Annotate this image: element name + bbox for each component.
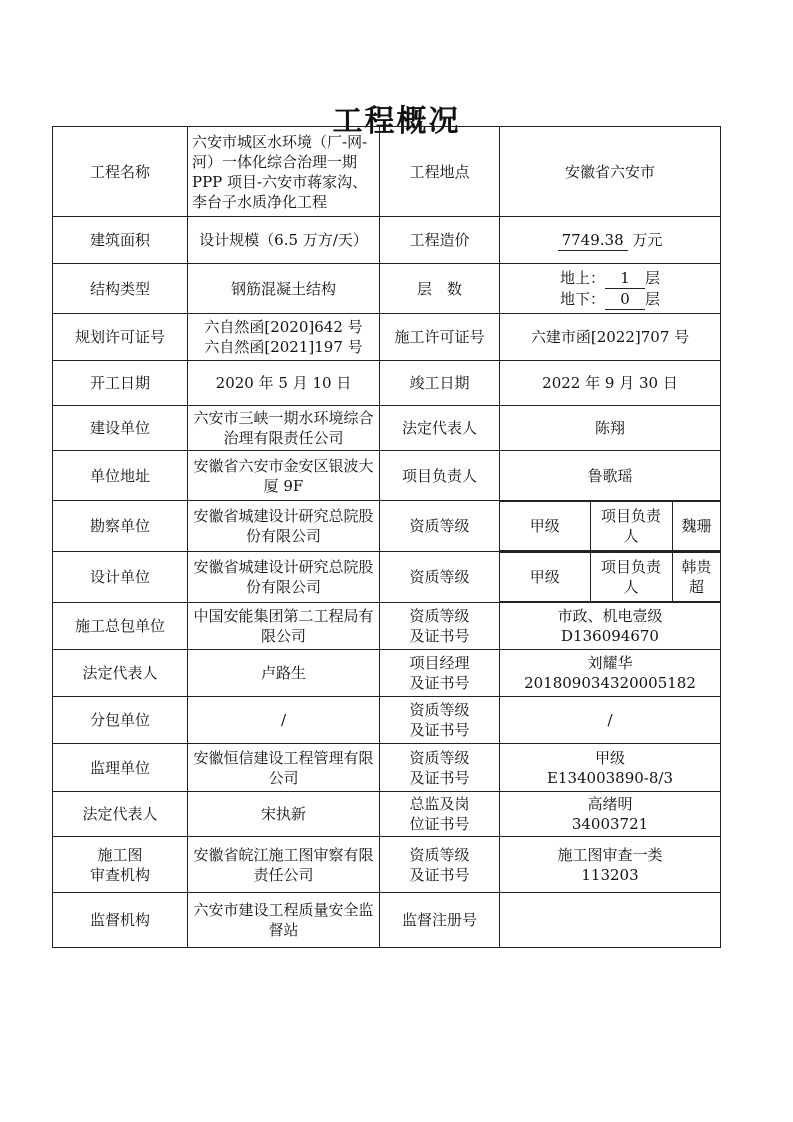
chief-1: 高绪明	[587, 795, 633, 813]
project-name: 六安市城区水环境（厂-网-河）一体化综合治理一期 PPP 项目-六安市蒋家沟、李台子水质净化工程	[188, 127, 380, 217]
cost-label: 工程造价	[380, 217, 500, 264]
table-row	[53, 127, 721, 217]
area-value: 设计规模（6.5 万方/天）	[188, 217, 380, 264]
chief-label-1: 总监及岗	[409, 795, 470, 813]
chief-2: 34003721	[571, 815, 649, 833]
review-grade-label-2: 及证书号	[409, 865, 470, 884]
supervision-unit: 安徽恒信建设工程管理有限公司	[188, 744, 380, 792]
area-label: 建筑面积	[53, 217, 188, 264]
oversight-label: 监督机构	[53, 893, 188, 948]
contractor-grade	[500, 603, 721, 650]
chief-label-2: 位证书号	[409, 815, 470, 833]
oversight-unit: 六安市建设工程质量安全监督站	[188, 893, 380, 948]
review-grade-label-1: 资质等级	[409, 845, 470, 864]
design-unit: 安徽省城建设计研究总院股份有限公司	[188, 552, 380, 603]
table-row	[53, 744, 721, 792]
contractor-pm-1: 刘耀华	[587, 654, 633, 672]
supervision-grade-label-1: 资质等级	[409, 748, 470, 767]
subcontract-grade: /	[500, 697, 721, 744]
subcontract-grade-label	[380, 697, 500, 744]
floors-below-prefix: 地下：	[559, 289, 605, 308]
survey-grade-label: 资质等级	[380, 501, 500, 552]
construction-permit: 六建市函[2022]707 号	[500, 314, 721, 361]
survey-manager: 魏珊	[672, 502, 721, 551]
subcontract-label: 分包单位	[53, 697, 188, 744]
supervision-grade-label-2: 及证书号	[409, 768, 470, 787]
planning-permit-2: 六自然函[2021]197 号	[204, 338, 363, 356]
design-label: 设计单位	[53, 552, 188, 603]
design-manager-label: 项目负责人	[590, 553, 672, 602]
page-title: 工程概况	[332, 104, 461, 139]
survey-detail-cell	[500, 501, 721, 552]
floors-below-unit: 层	[645, 289, 661, 308]
table-row	[53, 217, 721, 264]
floors-above-unit: 层	[645, 268, 661, 287]
owner-unit: 六安市三峡一期水环境综合治理有限责任公司	[188, 406, 380, 451]
table-row	[53, 837, 721, 893]
design-manager: 韩贵超	[672, 553, 721, 602]
review-grade-1: 施工图审查一类	[557, 845, 663, 864]
floors-label: 层 数	[380, 264, 500, 314]
contractor-grade-label-1: 资质等级	[409, 607, 470, 625]
owner-legal-rep-label: 法定代表人	[380, 406, 500, 451]
structure-value: 钢筋混凝土结构	[188, 264, 380, 314]
table-row	[53, 314, 721, 361]
table-row	[53, 264, 721, 314]
contractor-legal-rep: 卢路生	[188, 650, 380, 697]
subcontract-unit: /	[188, 697, 380, 744]
chief-label	[380, 792, 500, 837]
supervision-legal-rep: 宋执新	[188, 792, 380, 837]
planning-permit-1: 六自然函[2020]642 号	[204, 318, 363, 336]
construction-permit-label: 施工许可证号	[380, 314, 500, 361]
contractor-grade-label	[380, 603, 500, 650]
oversight-reg	[500, 893, 721, 948]
contractor-unit: 中国安能集团第二工程局有限公司	[188, 603, 380, 650]
supervision-grade-1: 甲级	[594, 748, 625, 767]
table-row	[53, 361, 721, 406]
survey-unit: 安徽省城建设计研究总院股份有限公司	[188, 501, 380, 552]
table-row	[53, 501, 721, 552]
contractor-grade-label-2: 及证书号	[409, 627, 470, 645]
review-label-1: 施工图	[97, 845, 143, 864]
cost-value: 7749.38	[558, 230, 628, 251]
owner-manager-label: 项目负责人	[380, 451, 500, 501]
review-grade-2: 113203	[581, 865, 639, 884]
cost-unit: 万元	[632, 230, 663, 249]
review-label	[53, 837, 188, 893]
project-name-label: 工程名称	[53, 127, 188, 217]
table-row	[53, 893, 721, 948]
contractor-legal-rep-label: 法定代表人	[53, 650, 188, 697]
owner-label: 建设单位	[53, 406, 188, 451]
supervision-legal-rep-label: 法定代表人	[53, 792, 188, 837]
supervision-grade-2: E134003890-8/3	[546, 768, 674, 787]
contractor-grade-2: D136094670	[561, 627, 659, 645]
cost-cell	[500, 217, 721, 264]
chief-value	[500, 792, 721, 837]
review-unit: 安徽省皖江施工图审察有限责任公司	[188, 837, 380, 893]
start-date: 2020 年 5 月 10 日	[188, 361, 380, 406]
supervision-grade	[500, 744, 721, 792]
contractor-pm-2: 201809034320005182	[524, 674, 696, 692]
owner-manager: 鲁歌瑶	[500, 451, 721, 501]
contractor-label: 施工总包单位	[53, 603, 188, 650]
review-grade-label	[380, 837, 500, 893]
contractor-pm-label-1: 项目经理	[409, 654, 470, 672]
survey-manager-label: 项目负责人	[590, 502, 672, 551]
planning-permit-cell	[188, 314, 380, 361]
floors-cell	[500, 264, 721, 314]
floors-below-value: 0	[605, 289, 645, 310]
project-overview-table	[52, 126, 721, 948]
table-row	[53, 451, 721, 501]
table-row	[53, 697, 721, 744]
contractor-pm-label	[380, 650, 500, 697]
table-row	[53, 406, 721, 451]
design-grade-label: 资质等级	[380, 552, 500, 603]
table-row	[53, 552, 721, 603]
contractor-grade-1: 市政、机电壹级	[557, 607, 663, 625]
survey-label: 勘察单位	[53, 501, 188, 552]
end-date: 2022 年 9 月 30 日	[500, 361, 721, 406]
subcontract-grade-label-2: 及证书号	[409, 721, 470, 739]
table-row	[53, 650, 721, 697]
contractor-pm-label-2: 及证书号	[409, 674, 470, 692]
project-location: 安徽省六安市	[500, 127, 721, 217]
planning-permit-label: 规划许可证号	[53, 314, 188, 361]
supervision-label: 监理单位	[53, 744, 188, 792]
structure-label: 结构类型	[53, 264, 188, 314]
contractor-pm	[500, 650, 721, 697]
address-value: 安徽省六安市金安区银波大厦 9F	[188, 451, 380, 501]
table-row	[53, 792, 721, 837]
floors-above-value: 1	[605, 268, 645, 289]
survey-grade: 甲级	[500, 502, 590, 551]
address-label: 单位地址	[53, 451, 188, 501]
design-grade: 甲级	[500, 553, 590, 602]
end-date-label: 竣工日期	[380, 361, 500, 406]
project-location-label: 工程地点	[380, 127, 500, 217]
supervision-grade-label	[380, 744, 500, 792]
review-label-2: 审查机构	[89, 865, 150, 884]
design-detail-cell	[500, 552, 721, 603]
table-row	[53, 603, 721, 650]
owner-legal-rep: 陈翔	[500, 406, 721, 451]
review-grade	[500, 837, 721, 893]
subcontract-grade-label-1: 资质等级	[409, 701, 470, 719]
floors-above-prefix: 地上：	[559, 268, 605, 287]
start-date-label: 开工日期	[53, 361, 188, 406]
oversight-reg-label: 监督注册号	[380, 893, 500, 948]
